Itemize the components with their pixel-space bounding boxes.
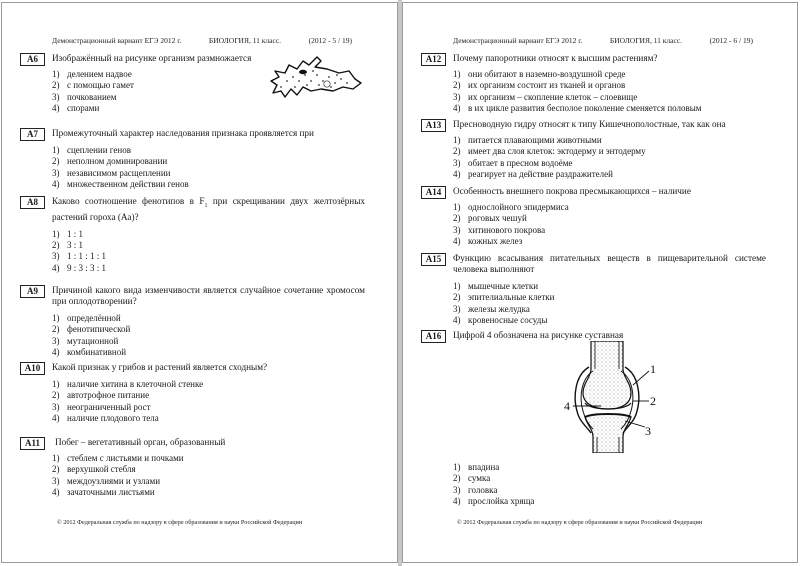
- figure-label-2: 2: [650, 394, 656, 408]
- answer-option[interactable]: 2) с помощью гамет: [52, 80, 134, 91]
- question-a13: [421, 119, 766, 180]
- answer-option[interactable]: 2) их организм состоит из тканей и органов: [453, 80, 626, 91]
- question-number: A7: [20, 128, 45, 141]
- question-number: A10: [20, 362, 45, 375]
- question-a15: [421, 253, 766, 326]
- question-a8: [20, 196, 365, 274]
- question-a14: [421, 186, 766, 247]
- question-number: A16: [421, 330, 446, 343]
- question-number: A6: [20, 53, 45, 66]
- answer-option[interactable]: 3) их организм – скопление клеток – слоевище: [453, 91, 638, 102]
- question-text: Пресноводную гидру относят к типу Кишечнополостные, так как она: [453, 119, 726, 129]
- answer-option[interactable]: 1) впадина: [453, 462, 500, 472]
- answer-option[interactable]: 4) прослойка хряща: [453, 495, 535, 506]
- header-variant: Демонстрационный вариант ЕГЭ 2012 г.: [52, 36, 182, 45]
- answer-option[interactable]: 1) наличие хитина в клеточной стенке: [52, 379, 204, 389]
- answer-options: [52, 229, 365, 274]
- question-a16: [421, 330, 766, 341]
- answer-options: [453, 69, 766, 114]
- question-number: A15: [421, 253, 446, 266]
- figure-label-3: 3: [645, 424, 651, 438]
- answer-option[interactable]: 3) независимом расщеплении: [52, 167, 171, 178]
- answer-option[interactable]: 3) неограниченный рост: [52, 401, 151, 412]
- page-6: [402, 2, 798, 563]
- answer-option[interactable]: 2) имеет два слоя клеток: эктодерму и энтодерму: [453, 146, 646, 157]
- answer-option[interactable]: 1) питается плавающими животными: [453, 135, 602, 145]
- header-subject: БИОЛОГИЯ, 11 класс.: [208, 36, 282, 45]
- answer-option[interactable]: 1) однослойного эпидермиса: [453, 202, 569, 212]
- answer-option[interactable]: 1) 1 : 1: [52, 228, 84, 239]
- answer-option[interactable]: 4) спорами: [52, 102, 100, 113]
- answer-option[interactable]: 1) делением надвое: [52, 69, 132, 79]
- answer-option[interactable]: 3) 1 : 1 : 1 : 1: [52, 251, 107, 262]
- answer-option[interactable]: 3) мутационной: [52, 335, 119, 346]
- answer-option[interactable]: 1) сцеплении генов: [52, 145, 131, 155]
- answer-option[interactable]: 2) 3 : 1: [52, 240, 84, 251]
- answer-option[interactable]: 4) 9 : 3 : 3 : 1: [52, 262, 107, 273]
- figure-label-4: 4: [564, 399, 570, 413]
- question-number: A9: [20, 285, 45, 298]
- header-page-number: (2012 - 5 / 19): [308, 36, 352, 45]
- answer-option[interactable]: 2) верхушкой стебля: [52, 464, 136, 475]
- page-footer: © 2012 Федеральная служба по надзору в сфере образования и науки Российской Федерации: [457, 519, 703, 526]
- answer-option[interactable]: 3) обитает в пресном водоёме: [453, 157, 573, 168]
- page-header: [453, 36, 753, 45]
- answer-options: [453, 281, 766, 326]
- answer-option[interactable]: 2) неполном доминировании: [52, 156, 168, 167]
- question-a12: [421, 53, 766, 114]
- question-number: A13: [421, 119, 446, 132]
- joint-diagram: [553, 341, 663, 453]
- question-number: A12: [421, 53, 446, 66]
- question-a7: [20, 128, 365, 190]
- header-variant: Демонстрационный вариант ЕГЭ 2012 г.: [453, 36, 583, 45]
- page-5: [1, 2, 398, 563]
- answer-option[interactable]: 4) множественном действии генов: [52, 178, 189, 189]
- question-text: Промежуточный характер наследования признака проявляется при: [52, 128, 314, 138]
- answer-option[interactable]: 3) почкованием: [52, 91, 117, 102]
- answer-option[interactable]: 1) они обитают в наземно-воздушной среде: [453, 69, 626, 79]
- answer-options: [453, 135, 766, 180]
- question-text: Причиной какого вида изменчивости является случайное сочетание хромосом при оплодотворении?: [52, 285, 365, 306]
- answer-option[interactable]: 4) наличие плодового тела: [52, 412, 159, 423]
- question-text: Цифрой 4 обозначена на рисунке суставная: [453, 330, 624, 340]
- answer-option[interactable]: 4) кровеносные сосуды: [453, 314, 548, 325]
- question-text: Побег – вегетативный орган, образованный: [55, 437, 226, 447]
- answer-option[interactable]: 3) головка: [453, 484, 498, 495]
- answer-options: [453, 202, 766, 247]
- question-a11: [20, 437, 365, 498]
- answer-option[interactable]: 2) роговых чешуй: [453, 213, 527, 224]
- answer-option[interactable]: 3) междоузлиями и узлами: [52, 475, 161, 486]
- answer-option[interactable]: 2) автотрофное питание: [52, 390, 150, 401]
- answer-options: [52, 145, 365, 190]
- answer-option[interactable]: 2) фенотипической: [52, 324, 131, 335]
- question-text: Изображённый на рисунке организм размножается: [52, 53, 252, 63]
- answer-option[interactable]: 3) хитинового покрова: [453, 224, 546, 235]
- answer-options: [52, 313, 365, 358]
- answer-option[interactable]: 4) зачаточными листьями: [52, 486, 155, 497]
- answer-option[interactable]: 1) определённой: [52, 313, 121, 323]
- answer-option[interactable]: 2) сумка: [453, 473, 491, 484]
- question-a9: [20, 285, 365, 358]
- answer-options: [52, 379, 365, 424]
- question-text: Какой признак у грибов и растений является сходным?: [52, 362, 268, 372]
- question-number: A8: [20, 196, 45, 209]
- question-number: A14: [421, 186, 446, 199]
- header-subject: БИОЛОГИЯ, 11 класс.: [609, 36, 683, 45]
- answer-option[interactable]: 1) стеблем с листьями и почками: [52, 453, 184, 463]
- question-text: Каково соотношение фенотипов в $F_1$ при скрещивании двух желтозёрных растений гороха (Аа)?: [52, 196, 365, 222]
- question-text: Почему папоротники относят к высшим растениям?: [453, 53, 658, 63]
- answer-option[interactable]: 1) мышечные клетки: [453, 281, 539, 291]
- answer-option[interactable]: 4) комбинативной: [52, 346, 127, 357]
- question-number: A11: [20, 437, 45, 450]
- answer-option[interactable]: 3) железы желудка: [453, 303, 530, 314]
- header-page-number: (2012 - 6 / 19): [709, 36, 753, 45]
- answer-option[interactable]: 4) реагирует на действие раздражителей: [453, 168, 613, 179]
- answer-options: [453, 462, 766, 507]
- question-a16-options: [421, 462, 766, 507]
- question-a10: [20, 362, 365, 424]
- page-header: [52, 36, 352, 45]
- amoeba-illustration: [267, 51, 367, 101]
- question-text: Функцию всасывания питательных веществ в пищеварительной системе человека выполняют: [453, 253, 766, 274]
- answer-options: [52, 453, 365, 498]
- answer-option[interactable]: 2) эпителиальные клетки: [453, 292, 555, 303]
- figure-label-1: 1: [650, 362, 656, 376]
- answer-option[interactable]: 4) в их цикле развития бесполое поколение сменяется половым: [453, 102, 702, 113]
- question-text: Особенность внешнего покрова пресмыкающихся – наличие: [453, 186, 691, 196]
- page-footer: © 2012 Федеральная служба по надзору в сфере образования и науки Российской Федерации: [57, 519, 303, 526]
- answer-option[interactable]: 4) кожных желез: [453, 235, 523, 246]
